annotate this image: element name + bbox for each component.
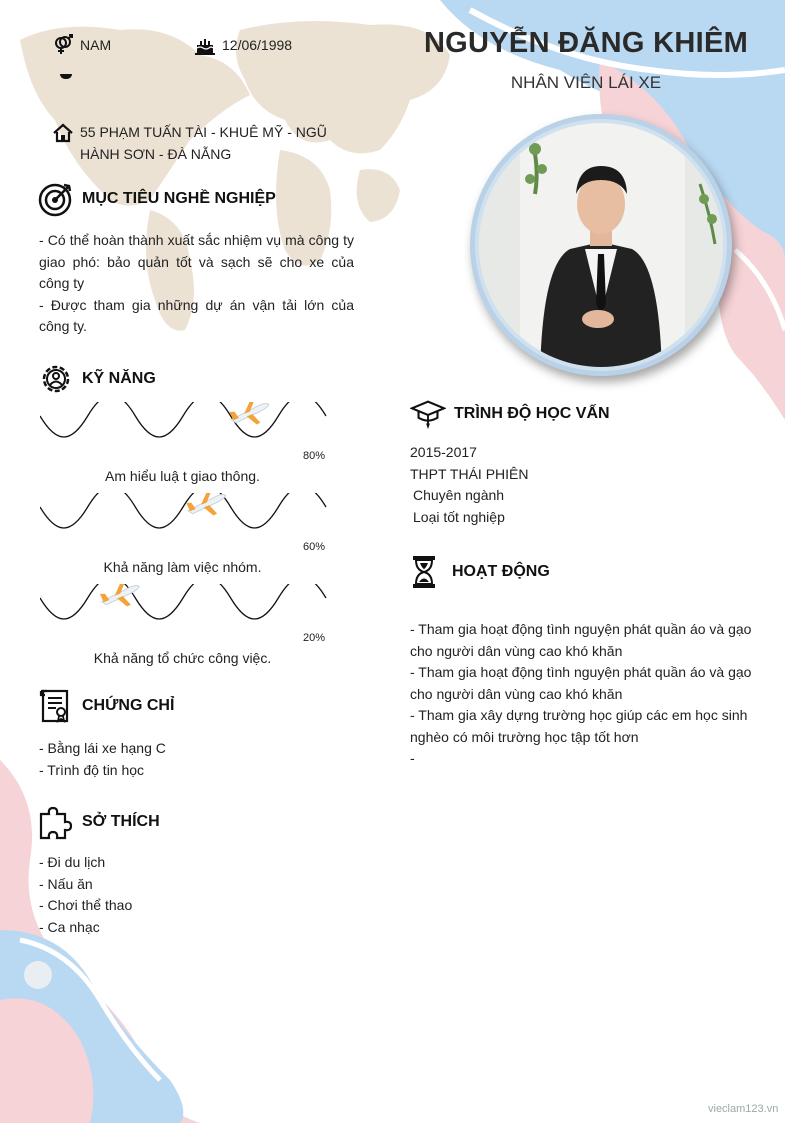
education-heading xyxy=(410,396,610,432)
hobbies-list xyxy=(39,852,132,938)
skill-item xyxy=(40,402,330,492)
airplane-icon xyxy=(99,584,143,611)
watermark: vieclam123.vn xyxy=(708,1103,779,1115)
skill-label: Khả năng làm việc nhóm. xyxy=(103,559,262,575)
hobbies-title: SỞ THÍCH xyxy=(82,813,160,830)
activities-title: HOẠT ĐỘNG xyxy=(452,563,550,580)
hourglass-icon xyxy=(408,554,444,590)
list-item: - Chơi thể thao xyxy=(39,897,133,913)
activities-heading xyxy=(408,554,550,590)
address-row xyxy=(52,122,342,165)
education-entry xyxy=(410,442,529,528)
certificate-icon xyxy=(38,688,74,724)
skill-item xyxy=(40,584,330,674)
list-item: - Bằng lái xe hạng C xyxy=(39,740,166,756)
list-item: - Tham gia hoạt động tình nguyện phát quần áo và gạo cho người dân vùng cao khó khăn xyxy=(410,621,752,659)
skill-item xyxy=(40,493,330,583)
gender-text: NAM xyxy=(80,37,112,53)
list-item: - Tham gia xây dựng trường học giúp các em học sinh nghèo có môi trường học tập tốt hơn xyxy=(410,707,748,745)
hobbies-heading xyxy=(38,804,160,840)
objective-title: MỤC TIÊU NGHỀ NGHIỆP xyxy=(82,190,276,207)
job-title: NHÂN VIÊN LÁI XE xyxy=(510,73,662,92)
education-title: TRÌNH ĐỘ HỌC VẤN xyxy=(454,405,610,422)
candidate-name: NGUYỄN ĐĂNG KHIÊM xyxy=(423,27,749,59)
skill-percent: 20% xyxy=(303,632,326,644)
skill-wave xyxy=(40,493,330,553)
target-icon xyxy=(38,181,74,217)
skills-title: KỸ NĂNG xyxy=(82,370,156,387)
gender-icon xyxy=(52,34,74,56)
avatar-photo xyxy=(470,114,732,376)
skill-wave-line xyxy=(40,402,326,437)
list-item: - Nấu ăn xyxy=(39,875,93,892)
certificates-list xyxy=(39,738,166,781)
education-school: THPT THÁI PHIÊN xyxy=(410,465,529,482)
education-period: 2015-2017 xyxy=(410,444,477,460)
skill-wave-line xyxy=(40,584,326,619)
objective-text xyxy=(39,230,354,338)
list-item: - Đi du lịch xyxy=(39,854,106,870)
certificates-heading xyxy=(38,688,174,724)
skills-heading xyxy=(38,361,156,397)
skill-wave xyxy=(40,402,330,462)
list-item: - xyxy=(410,750,415,766)
objective-line: - Được tham gia những dự án vận tải lớn của công ty. xyxy=(39,296,354,334)
skill-label: Khả năng tổ chức công việc. xyxy=(93,650,272,666)
objective-line: - Có thể hoàn thành xuất sắc nhiệm vụ mà công ty giao phó: bảo quản tốt và sạch sẽ cho xe của công ty xyxy=(39,232,354,291)
avatar xyxy=(470,114,732,376)
gear-user-icon xyxy=(38,361,74,397)
list-item: - Trình độ tin học xyxy=(39,761,145,778)
skill-wave-line xyxy=(40,493,326,528)
education-major: Chuyên ngành xyxy=(413,487,505,503)
activities-list xyxy=(410,619,762,770)
list-item: - Tham gia hoạt động tình nguyện phát quần áo và gạo cho người dân vùng cao khó khăn xyxy=(410,664,752,702)
skill-percent: 80% xyxy=(303,450,326,462)
certificates-title: CHỨNG CHỈ xyxy=(82,697,175,714)
graduation-cap-icon xyxy=(410,396,446,432)
airplane-icon xyxy=(185,493,229,520)
skill-label: Am hiểu luậ t giao thông. xyxy=(105,468,260,484)
birthday-cake-icon xyxy=(194,34,216,56)
home-icon xyxy=(52,122,74,144)
airplane-icon xyxy=(228,402,272,429)
objective-heading xyxy=(38,181,276,217)
skill-wave xyxy=(40,584,330,644)
dob-text: 12/06/1998 xyxy=(222,37,293,53)
address-text: 55 PHẠM TUẤN TÀI - KHUÊ MỸ - NGŨ HÀNH SƠN - ĐÀ NẴNG xyxy=(80,124,327,162)
gender-row xyxy=(52,34,111,56)
list-item: - Ca nhạc xyxy=(39,918,100,935)
puzzle-icon xyxy=(38,804,74,840)
dob-row xyxy=(194,34,292,56)
skill-percent: 60% xyxy=(303,541,326,553)
education-grade: Loại tốt nghiệp xyxy=(413,508,505,525)
